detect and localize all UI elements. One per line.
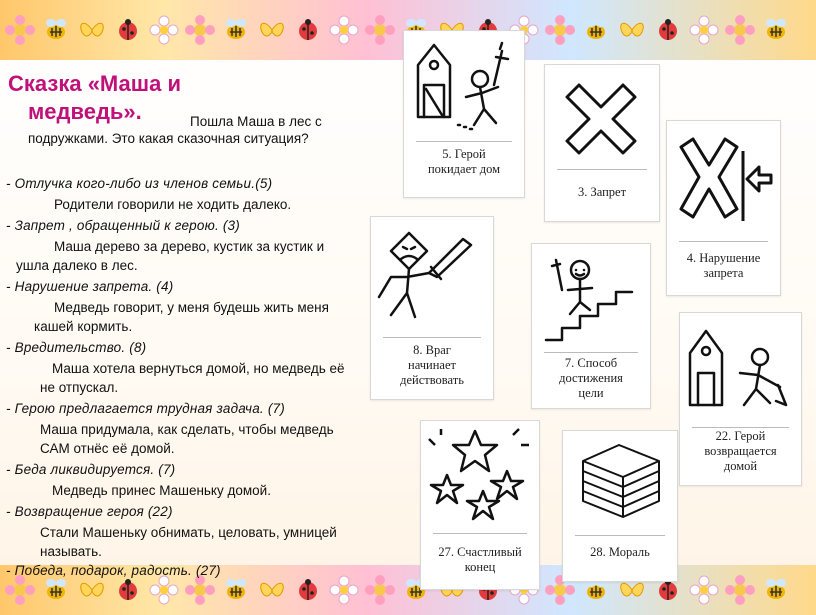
card-caption: 5. Герой покидает дом <box>427 147 501 176</box>
function-example: Стали Машеньку обнимать, целовать, умницей называть. <box>40 525 337 559</box>
card-enemy-acts <box>370 216 494 400</box>
card-moral <box>562 430 678 582</box>
border-ornament-icon <box>256 14 288 46</box>
function-name: - Вредительство. (8) <box>6 340 147 355</box>
border-ornament-icon <box>40 14 72 46</box>
border-ornament-icon <box>652 14 684 46</box>
intro-text-a: Пошла Маша в лес с <box>190 114 322 129</box>
climbing-stairs-icon <box>532 244 650 352</box>
border-ornament-icon <box>724 14 756 46</box>
function-item <box>6 216 358 275</box>
border-ornament-icon <box>148 14 180 46</box>
slide-title <box>8 70 181 126</box>
function-example: Медведь говорит, у меня будешь жить меня кашей кормить. <box>34 300 329 334</box>
border-ornament-icon <box>364 574 396 606</box>
hero-leaves-home-icon <box>404 31 524 141</box>
function-example: Медведь принес Машеньку домой. <box>52 483 271 498</box>
function-item <box>6 338 358 397</box>
hero-returns-home-icon <box>680 313 801 423</box>
function-example: Родители говорили не ходить далеко. <box>54 197 292 212</box>
border-ornament-icon <box>688 14 720 46</box>
card-caption: 22. Герой возвращается домой <box>704 429 777 473</box>
stars-icon <box>421 421 539 533</box>
function-item <box>6 561 358 580</box>
card-violation <box>666 120 781 296</box>
title-line-1: Сказка «Маша и <box>8 71 181 96</box>
border-ornament-icon <box>616 14 648 46</box>
violation-arrow-icon <box>667 121 780 231</box>
border-ornament-icon <box>544 14 576 46</box>
function-item <box>6 174 358 214</box>
function-name: - Отлучка кого-либо из членов семьи.(5) <box>6 176 273 191</box>
border-ornament-icon <box>184 14 216 46</box>
prohibition-cross-icon <box>545 65 659 169</box>
function-name: - Победа, подарок, радость. (27) <box>6 563 221 578</box>
intro-text-b: подружками. Это какая сказочная ситуация? <box>28 131 309 146</box>
border-ornament-icon <box>760 574 792 606</box>
book-stack-icon <box>563 431 677 531</box>
card-caption: 4. Нарушение запрета <box>686 251 761 280</box>
function-example: Маша хотела вернуться домой, но медведь её не отпускал. <box>40 361 345 395</box>
card-hero-returns <box>679 312 802 486</box>
border-ornament-icon <box>724 574 756 606</box>
card-way-to-goal <box>531 243 651 409</box>
border-ornament-icon <box>112 14 144 46</box>
function-name: - Беда ликвидируется. (7) <box>6 462 176 477</box>
card-caption: 28. Мораль <box>590 545 650 559</box>
card-caption: 3. Запрет <box>577 185 627 199</box>
border-ornament-icon <box>328 14 360 46</box>
card-hero-leaves-home <box>403 30 525 198</box>
card-caption: 8. Враг начинает действовать <box>400 343 464 387</box>
function-item <box>6 460 358 500</box>
function-item <box>6 277 358 336</box>
border-ornament-icon <box>688 574 720 606</box>
function-list <box>6 174 358 580</box>
function-name: - Возвращение героя (22) <box>6 504 173 519</box>
function-example: Маша дерево за дерево, кустик за кустик и ушла далеко в лес. <box>16 239 325 273</box>
border-ornament-icon <box>292 14 324 46</box>
title-line-2: медведь». <box>28 99 142 124</box>
function-example: Маша придумала, как сделать, чтобы медведь САМ отнёс её домой. <box>40 422 334 456</box>
border-ornament-icon <box>760 14 792 46</box>
border-ornament-icon <box>76 14 108 46</box>
function-name: - Запрет , обращенный к герою. (3) <box>6 218 240 233</box>
card-prohibition <box>544 64 660 222</box>
border-ornament-icon <box>4 14 36 46</box>
border-ornament-icon <box>220 14 252 46</box>
function-name: - Герою предлагается трудная задача. (7) <box>6 401 285 416</box>
enemy-with-sword-icon <box>371 217 493 335</box>
card-caption: 7. Способ достижения цели <box>559 356 623 400</box>
function-item <box>6 502 358 561</box>
function-item <box>6 399 358 458</box>
card-caption: 27. Счастливый конец <box>438 545 522 574</box>
border-ornament-icon <box>580 14 612 46</box>
card-happy-end <box>420 420 540 590</box>
border-ornament-icon <box>364 14 396 46</box>
function-name: - Нарушение запрета. (4) <box>6 279 174 294</box>
